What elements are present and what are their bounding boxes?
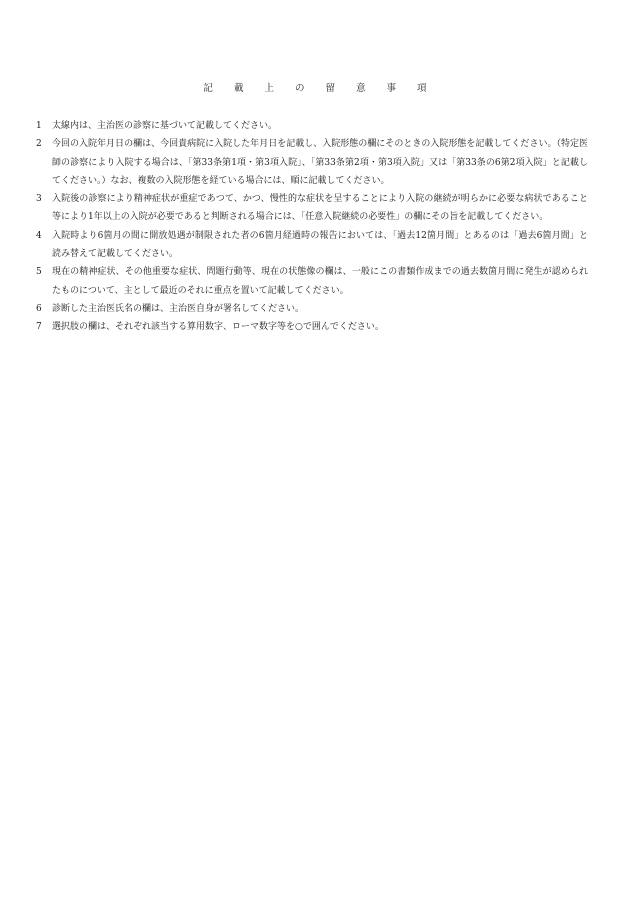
note-item (36, 135, 588, 190)
note-text: 入院後の診察により精神症状が重症であつて、かつ、慢性的な症状を呈することにより入院の継続が明らかに必要な病状であること等により1年以上の入院が必要であると判断される場合には、「任意入院継続の必要性」の欄にその旨を記載してください。 (52, 194, 588, 223)
note-item (36, 318, 588, 336)
note-item (36, 117, 588, 135)
note-number: 6 (36, 303, 42, 314)
note-text: 太線内は、主治医の診察に基づいて記載してください。 (52, 121, 278, 131)
note-item (36, 190, 588, 227)
note-number: 1 (36, 121, 42, 131)
document-title: 記 載 上 の 留 意 事 項 (203, 83, 436, 94)
note-text: 診断した主治医氏名の欄は、主治医自身が署名してください。 (52, 303, 305, 314)
note-item (36, 227, 588, 264)
note-item (36, 300, 588, 318)
note-number: 4 (36, 230, 42, 241)
note-number: 2 (36, 139, 42, 150)
note-text: 選択肢の欄は、それぞれ該当する算用数字、ローマ数字等を○で囲んでください。 (52, 322, 384, 333)
note-number: 3 (36, 194, 42, 205)
note-text: 入院時より6箇月の間に開放処遇が制限された者の6箇月経過時の報告においては、「過去12箇月間」とあるのは「過去6箇月間」と読み替えて記載してください。 (52, 230, 588, 260)
note-text: 現在の精神症状、その他重要な症状、問題行動等、現在の状態像の欄は、一般にこの書類作成までの過去数箇月間に発生が認められたものについて、主として最近のそれに重点を置いて記載してください。 (52, 267, 588, 296)
note-number: 5 (36, 267, 42, 278)
note-number: 7 (36, 322, 42, 333)
note-text: 今回の入院年月日の欄は、今回貴病院に入院した年月日を記載し、入院形態の欄にそのときの入院形態を記載してください。（特定医師の診察により入院する場合は、「第33条第1項・第3項入院」、「第33条第2項・第3項入院」又は「第33条の6第2項入院」と記載してください。）なお、複数の入院形態を経ている場合には、順に記載してください。 (52, 139, 588, 186)
note-item (36, 263, 588, 300)
notes-list (36, 117, 588, 337)
